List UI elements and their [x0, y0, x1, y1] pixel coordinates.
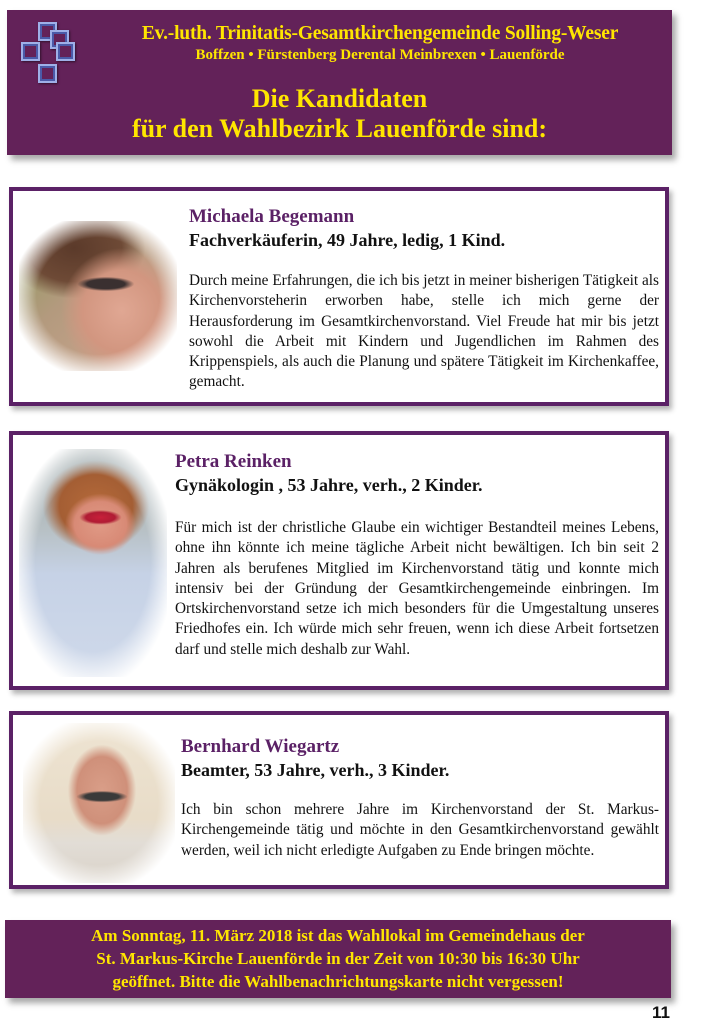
candidate-card [9, 187, 669, 406]
election-notice [5, 924, 671, 993]
candidate-info: Fachverkäuferin, 49 Jahre, ledig, 1 Kind. [189, 230, 506, 250]
candidate-card [9, 711, 669, 889]
header-banner [7, 10, 672, 155]
interlocking-squares-cross-icon [21, 22, 73, 84]
notice-line-3: geöffnet. Bitte die Wahlbenachrichtungskarte nicht vergessen! [112, 972, 564, 991]
parish-places: Boffzen • Fürstenberg Derental Meinbrexen • Lauenförde [195, 47, 565, 63]
page-title [7, 84, 672, 144]
title-line-2: für den Wahlbezirk Lauenförde sind: [131, 114, 548, 143]
candidate-photo [23, 723, 175, 883]
parish-name: Ev.-luth. Trinitatis-Gesamtkirchengemeinde Solling-Weser [141, 23, 619, 44]
candidate-info: Beamter, 53 Jahre, verh., 3 Kinder. [181, 760, 450, 780]
notice-line-2: St. Markus-Kirche Lauenförde in der Zeit von 10:30 bis 16:30 Uhr [96, 949, 580, 968]
candidate-name: Petra Reinken [175, 451, 292, 472]
candidate-name: Michaela Begemann [189, 206, 355, 227]
candidate-bio: Ich bin schon mehrere Jahre im Kirchenvorstand der St. Markus-Kirchengemeinde tätig und möchte in den Gesamtkirchenvorstand gewählt werden, weil ich nicht erledigte Aufgaben zu Ende bringen möchte. [181, 801, 659, 859]
candidate-card [9, 431, 669, 690]
candidate-photo [19, 449, 167, 677]
page-number: 11 [652, 1003, 670, 1022]
candidate-photo [19, 221, 177, 371]
candidate-bio: Durch meine Erfahrungen, die ich bis jetzt in meiner bisherigen Tätigkeit als Kirchenvorsteherin erworben habe, stelle ich mich gerne der Herausforderung im Gesamtkirchenvorstand. Viel Freude hat mir bis jetzt sowohl die Arbeit mit Kindern und Jugendlichen im Rahmen des Krippenspiels, als auch die Planung und spätere Tätigkeit im Kirchenkaffee, gemacht. [189, 272, 659, 391]
notice-line-1: Am Sonntag, 11. März 2018 ist das Wahllokal im Gemeindehaus der [91, 926, 585, 945]
title-line-1: Die Kandidaten [251, 84, 428, 113]
candidate-name: Bernhard Wiegartz [181, 736, 340, 757]
candidate-bio: Für mich ist der christliche Glaube ein wichtiger Bestandteil meines Lebens, ohne ihn könnte ich meine tägliche Arbeit nicht bewältigen. Ich bin seit 2 Jahren als berufenes Mitglied im Kirchenvorstand tätig und konnte mich intensiv bei der Gründung der Gesamtkirchengemeinde einbringen. Im Ortskirchenvorstand setze ich mich besonders für die Umgestaltung unseres Friedhofes ein. Ich würde mich sehr freuen, wenn ich diese Arbeit fortsetzen darf und stelle mich deshalb zur Wahl. [175, 519, 659, 658]
footer-notice [5, 920, 671, 998]
candidate-info: Gynäkologin , 53 Jahre, verh., 2 Kinder. [175, 475, 483, 495]
